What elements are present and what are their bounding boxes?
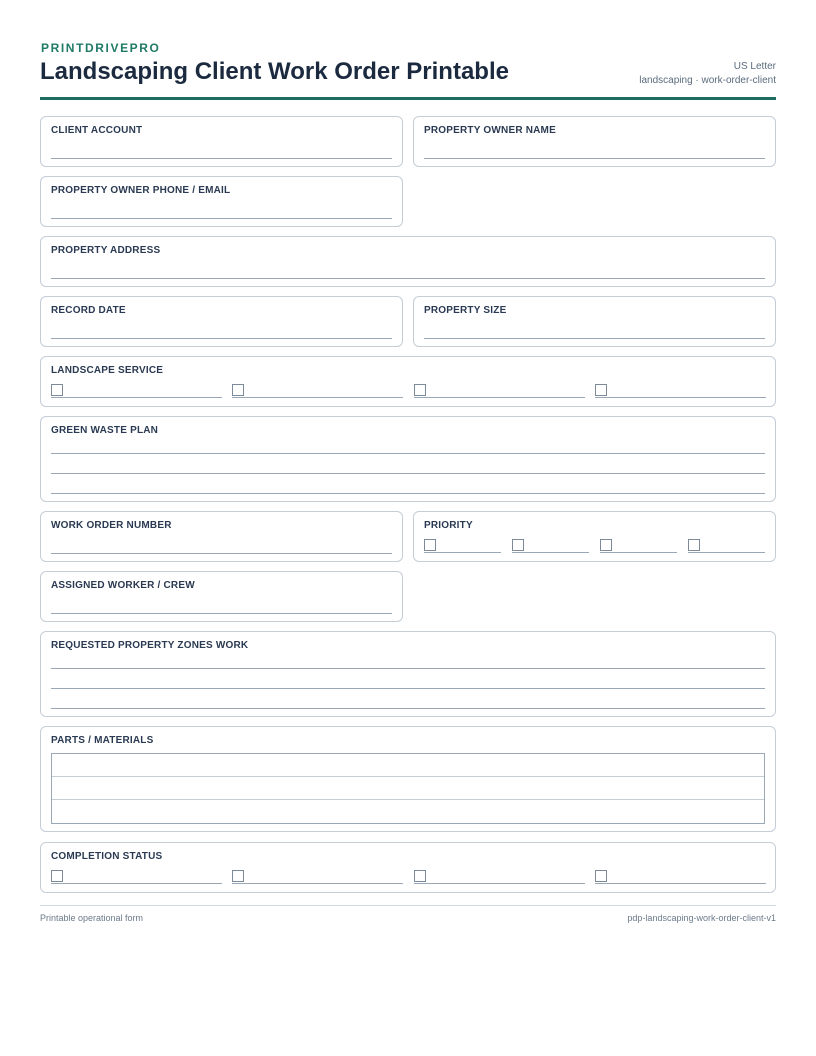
work-order-number-input[interactable] bbox=[51, 553, 392, 554]
table-row[interactable] bbox=[52, 777, 764, 800]
brand-name: PRINTDRIVEPRO bbox=[41, 41, 161, 55]
completion-status-option[interactable] bbox=[232, 870, 403, 884]
requested-zones-work-line[interactable] bbox=[51, 688, 765, 689]
work-order-number-field bbox=[40, 511, 403, 562]
document-meta bbox=[639, 60, 776, 88]
property-owner-name-field bbox=[413, 116, 776, 167]
footer-left-text: Printable operational form bbox=[40, 913, 144, 923]
client-account-input[interactable] bbox=[51, 158, 392, 159]
requested-zones-work-line[interactable] bbox=[51, 668, 765, 669]
completion-status-label: COMPLETION STATUS bbox=[51, 851, 163, 862]
checkbox-icon[interactable] bbox=[424, 539, 436, 551]
priority-option[interactable] bbox=[512, 539, 589, 553]
document-tags: landscaping · work-order-client bbox=[639, 75, 776, 86]
property-owner-name-label: PROPERTY OWNER NAME bbox=[424, 125, 556, 136]
header-rule bbox=[40, 97, 776, 100]
landscape-service-field bbox=[40, 356, 776, 407]
priority-option[interactable] bbox=[600, 539, 677, 553]
assigned-worker-field bbox=[40, 571, 403, 622]
client-account-field bbox=[40, 116, 403, 167]
table-row[interactable] bbox=[52, 800, 764, 823]
priority-option[interactable] bbox=[424, 539, 501, 553]
paper-size: US Letter bbox=[733, 61, 776, 72]
property-owner-name-input[interactable] bbox=[424, 158, 765, 159]
completion-status-option[interactable] bbox=[51, 870, 222, 884]
checkbox-icon[interactable] bbox=[600, 539, 612, 551]
completion-status-option[interactable] bbox=[414, 870, 585, 884]
page-title: Landscaping Client Work Order Printable bbox=[40, 58, 509, 85]
checkbox-icon[interactable] bbox=[232, 384, 244, 396]
green-waste-plan-line[interactable] bbox=[51, 453, 765, 454]
green-waste-plan-field bbox=[40, 416, 776, 502]
checkbox-icon[interactable] bbox=[595, 384, 607, 396]
priority-label: PRIORITY bbox=[424, 520, 473, 531]
property-size-label: PROPERTY SIZE bbox=[424, 305, 507, 316]
work-order-number-label: WORK ORDER NUMBER bbox=[51, 520, 172, 531]
green-waste-plan-line[interactable] bbox=[51, 473, 765, 474]
property-address-label: PROPERTY ADDRESS bbox=[51, 245, 161, 256]
green-waste-plan-label: GREEN WASTE PLAN bbox=[51, 425, 159, 436]
checkbox-icon[interactable] bbox=[688, 539, 700, 551]
checkbox-icon[interactable] bbox=[595, 870, 607, 882]
property-address-field bbox=[40, 236, 776, 287]
requested-zones-work-label: REQUESTED PROPERTY ZONES WORK bbox=[51, 640, 249, 651]
checkbox-icon[interactable] bbox=[414, 384, 426, 396]
completion-status-option[interactable] bbox=[595, 870, 766, 884]
checkbox-icon[interactable] bbox=[414, 870, 426, 882]
landscape-service-option[interactable] bbox=[51, 384, 222, 398]
property-owner-contact-field bbox=[40, 176, 403, 227]
priority-option[interactable] bbox=[688, 539, 765, 553]
completion-status-field bbox=[40, 842, 776, 893]
footer-form-id: pdp-landscaping-work-order-client-v1 bbox=[627, 913, 776, 923]
table-row[interactable] bbox=[52, 754, 764, 777]
landscape-service-label: LANDSCAPE SERVICE bbox=[51, 365, 164, 376]
property-address-input[interactable] bbox=[51, 278, 765, 279]
record-date-label: RECORD DATE bbox=[51, 305, 126, 316]
parts-materials-table bbox=[51, 753, 765, 824]
green-waste-plan-line[interactable] bbox=[51, 493, 765, 494]
client-account-label: CLIENT ACCOUNT bbox=[51, 125, 143, 136]
landscape-service-option[interactable] bbox=[414, 384, 585, 398]
property-size-input[interactable] bbox=[424, 338, 765, 339]
landscape-service-option[interactable] bbox=[595, 384, 766, 398]
requested-zones-work-field bbox=[40, 631, 776, 717]
assigned-worker-input[interactable] bbox=[51, 613, 392, 614]
checkbox-icon[interactable] bbox=[51, 384, 63, 396]
footer-rule bbox=[40, 905, 776, 906]
property-owner-contact-input[interactable] bbox=[51, 218, 392, 219]
parts-materials-field bbox=[40, 726, 776, 832]
requested-zones-work-line[interactable] bbox=[51, 708, 765, 709]
record-date-input[interactable] bbox=[51, 338, 392, 339]
checkbox-icon[interactable] bbox=[232, 870, 244, 882]
record-date-field bbox=[40, 296, 403, 347]
landscape-service-option[interactable] bbox=[232, 384, 403, 398]
checkbox-icon[interactable] bbox=[512, 539, 524, 551]
assigned-worker-label: ASSIGNED WORKER / CREW bbox=[51, 580, 195, 591]
property-owner-contact-label: PROPERTY OWNER PHONE / EMAIL bbox=[51, 185, 231, 196]
parts-materials-label: PARTS / MATERIALS bbox=[51, 735, 154, 746]
property-size-field bbox=[413, 296, 776, 347]
checkbox-icon[interactable] bbox=[51, 870, 63, 882]
priority-field bbox=[413, 511, 776, 562]
